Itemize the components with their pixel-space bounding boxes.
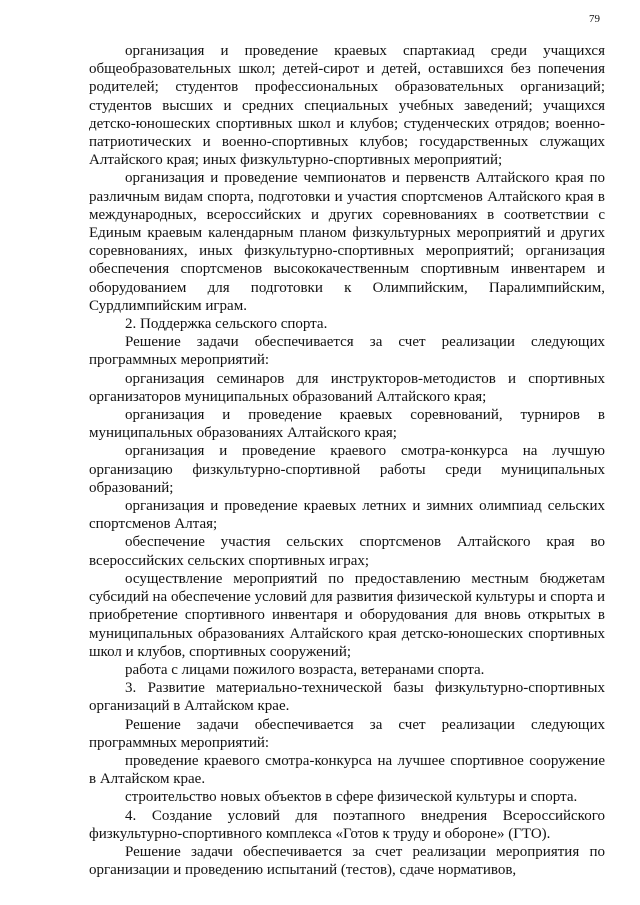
paragraph-rural-games: обеспечение участия сельских спортсменов Алтайского края во всероссийских сельских спортивных играх;: [89, 534, 605, 569]
paragraph-spartakiad: организация и проведение краевых спартакиад среди учащихся общеобразовательных школ; детей-сирот и детей, оставшихся без попечения родителей; студентов профессиональных образовательных организаций; студентов высших и средних специальных учебных заведений; учащихся детско-юношеских спортивных школ и клубов; студенческих отрядов; военно-патриотических и военно-спортивных клубов; государственных служащих Алтайского края; иных физкультурно-спортивных мероприятий;: [89, 43, 605, 169]
paragraph-subsidies: осуществление мероприятий по предоставлению местным бюджетам субсидий на обеспечение условий для развития физической культуры и спорта и приобретение спортивного инвентаря и оборудования для вновь открытых в муниципальных образованиях Алтайского края детско-юношеских спортивных школ и клубов, спортивных сооружений;: [89, 570, 605, 660]
paragraph-competitions: организация и проведение краевых соревнований, турниров в муниципальных образованиях Алтайского края;: [89, 407, 605, 442]
page-number: 79: [589, 13, 600, 25]
paragraph-best-facility: проведение краевого смотра-конкурса на лучшее спортивное сооружение в Алтайском крае.: [89, 752, 605, 788]
section-heading-gto: 4. Создание условий для поэтапного внедрения Всероссийского физкультурно-спортивного комплекса «Готов к труду и обороне» (ГТО).: [89, 807, 605, 842]
paragraph-olympiads: организация и проведение краевых летних и зимних олимпиад сельских спортсменов Алтая;: [89, 498, 605, 533]
section-heading-rural-sport: 2. Поддержка сельского спорта.: [125, 316, 328, 333]
document-body: [89, 42, 605, 879]
paragraph-veterans: работа с лицами пожилого возраста, ветеранами спорта.: [125, 661, 485, 678]
section-heading-infrastructure: 3. Развитие материально-технической базы физкультурно-спортивных организаций в Алтайском крае.: [89, 680, 605, 715]
paragraph-task-solution: Решение задачи обеспечивается за счет реализации следующих программных мероприятий:: [89, 334, 605, 369]
paragraph-gto-solution: Решение задачи обеспечивается за счет реализации мероприятия по организации и проведению испытаний (тестов), сдаче нормативов,: [89, 843, 605, 879]
paragraph-seminars: организация семинаров для инструкторов-методистов и спортивных организаторов муниципальных образований Алтайского края;: [89, 370, 605, 405]
paragraph-championships: организация и проведение чемпионатов и первенств Алтайского края по различным видам спорта, подготовки и участия спортсменов Алтайского края в международных, всероссийских и других соревнованиях в соответствии с Единым краевым календарным планом физкультурных мероприятий и других соревнованиях, иных физкультурно-спортивных мероприятий; организация обеспечения спортсменов высококачественным спортивным инвентарем и оборудованием для подготовки к Олимпийским, Паралимпийским, Сурдлимпийским играм.: [89, 170, 605, 314]
paragraph-review-contest: организация и проведение краевого смотра-конкурса на лучшую организацию физкультурно-спортивной работы среди муниципальных образований;: [89, 443, 605, 496]
paragraph-task-solution-2: Решение задачи обеспечивается за счет реализации следующих программных мероприятий:: [89, 716, 605, 751]
paragraph-construction: строительство новых объектов в сфере физической культуры и спорта.: [125, 789, 578, 806]
